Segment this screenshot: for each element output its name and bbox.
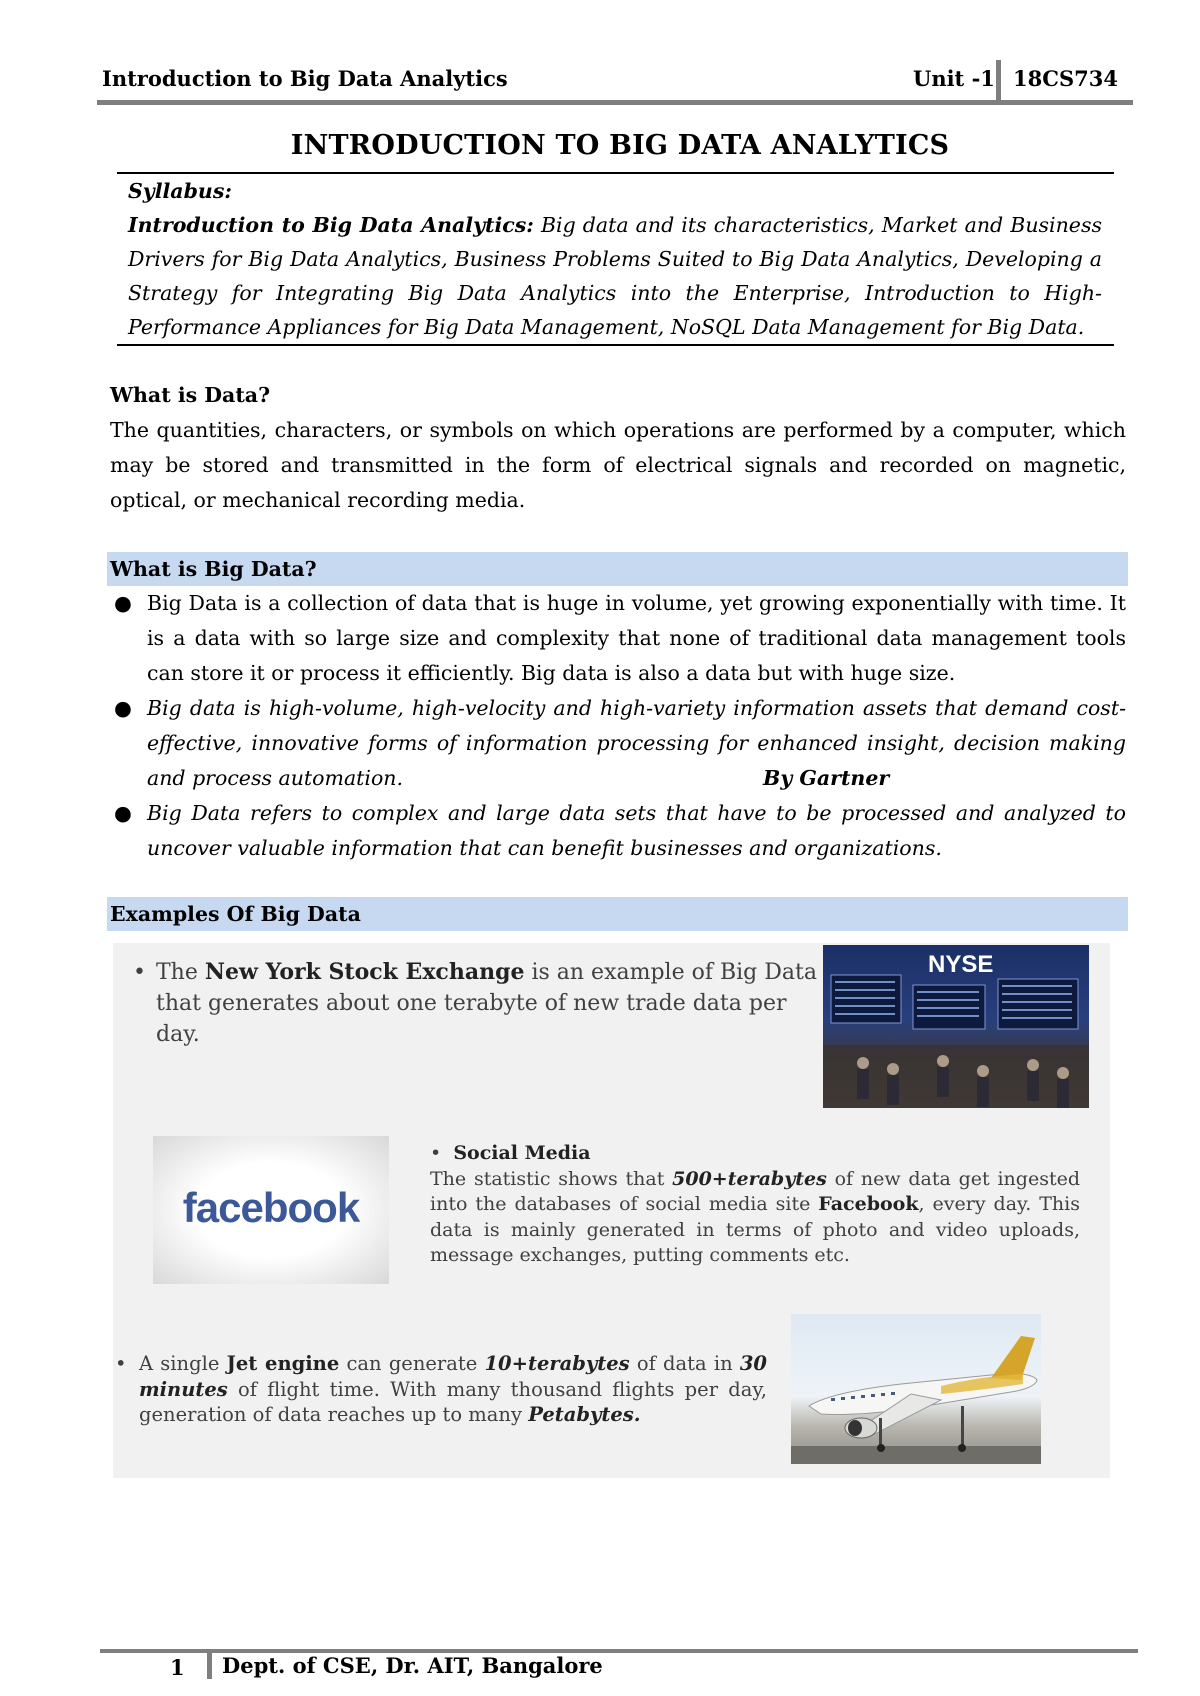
jet-text-3: of data in — [629, 1352, 740, 1375]
page-number: 1 — [170, 1655, 185, 1680]
jet-engine-example — [115, 1351, 767, 1428]
what-is-big-data-heading: What is Big Data? — [110, 557, 317, 581]
nyse-logo-text: NYSE — [928, 951, 994, 978]
list-item — [110, 586, 1126, 691]
header-rule — [97, 100, 1133, 105]
airplane-graphic — [791, 1314, 1041, 1464]
big-data-definitions — [110, 586, 1126, 866]
header-unit: Unit -1 — [913, 66, 995, 91]
jet-text-4: of flight time. With many thousand flights per day, generation of data reaches up to many — [139, 1377, 767, 1426]
list-item — [110, 691, 1126, 796]
jet-text-bold-4: Petabytes. — [528, 1403, 641, 1426]
nyse-text-bold: New York Stock Exchange — [204, 959, 525, 985]
bullet-text: Big data is high-volume, high-velocity and high-variety information assets that demand cost-effective, innovative forms of information processing for enhanced insight, decision making and process automation. — [147, 696, 1126, 790]
social-text-3: , every day. This data is mainly generated in terms of photo and video uploads, message exchanges, putting comments etc. — [430, 1193, 1080, 1266]
bullet-icon: • — [430, 1142, 442, 1164]
social-media-title: Social Media — [453, 1142, 591, 1164]
bullet-text: Big Data is a collection of data that is huge in volume, yet growing exponentially with time. It is a data with so large size and complexity that none of traditional data management tools can store it or process it efficiently. Big data is also a data but with huge size. — [147, 591, 1126, 685]
social-text-2: of new data get ingested into the databases of social media site — [430, 1167, 1080, 1215]
header-title: Introduction to Big Data Analytics — [102, 66, 508, 91]
syllabus-block — [128, 174, 1102, 344]
nyse-trading-floor-image — [823, 945, 1089, 1108]
social-media-title-row — [430, 1141, 1080, 1167]
what-is-big-data-heading-band — [107, 552, 1128, 586]
jet-text-1: A single — [139, 1352, 227, 1375]
bullet-text: Big Data refers to complex and large data sets that have to be processed and analyzed to uncover valuable information that can benefit businesses and organizations. — [147, 801, 1126, 860]
examples-heading-band — [107, 897, 1128, 931]
nyse-text — [133, 957, 823, 1050]
social-text-bold-2: Facebook — [818, 1193, 919, 1215]
facebook-logo-image — [153, 1136, 389, 1284]
syllabus-topic: Introduction to Big Data Analytics: — [128, 213, 534, 237]
jet-text-bold-2: 10+terabytes — [484, 1352, 630, 1375]
jet-text-bold-1: Jet engine — [226, 1352, 340, 1375]
social-text-1: The statistic shows that — [430, 1167, 673, 1190]
bullet-source: By Gartner — [763, 766, 890, 790]
facebook-logo-text: facebook — [182, 1184, 360, 1231]
bullet-icon: • — [115, 1352, 127, 1375]
jet-text-2: can generate — [339, 1352, 485, 1375]
syllabus-text — [128, 208, 1102, 344]
bullet-icon: ● — [114, 801, 132, 825]
what-is-data-heading: What is Data? — [110, 383, 271, 407]
document-title: INTRODUCTION TO BIG DATA ANALYTICS — [290, 130, 950, 161]
syllabus-bottom-rule — [117, 344, 1114, 346]
jet-airplane-image — [791, 1314, 1041, 1464]
list-item — [110, 796, 1126, 866]
social-media-text — [430, 1167, 1080, 1269]
header-divider — [996, 60, 1001, 102]
examples-heading: Examples Of Big Data — [110, 902, 361, 926]
what-is-data-section — [110, 378, 1126, 518]
bullet-icon: ● — [114, 591, 132, 615]
footer-department: Dept. of CSE, Dr. AIT, Bangalore — [222, 1653, 603, 1678]
jet-engine-text — [115, 1351, 767, 1428]
social-text-bold-1: 500+terabytes — [672, 1167, 827, 1190]
footer-divider — [207, 1651, 212, 1679]
social-media-example — [430, 1141, 1080, 1269]
nyse-example — [133, 957, 823, 1050]
examples-panel — [113, 943, 1110, 1478]
what-is-data-text: The quantities, characters, or symbols on which operations are performed by a computer, which may be stored and transmitted in the form of electrical signals and recorded on magnetic, optical, or mechanical recording media. — [110, 418, 1126, 512]
header-code: 18CS734 — [1013, 66, 1118, 91]
syllabus-body: Big data and its characteristics, Market and Business Drivers for Big Data Analytics, Business Problems Suited to Big Data Analytics, Developing a Strategy for Integrating Big Data Analytics into the Enterprise, Introduction to High-Performance Appliances for Big Data Management, NoSQL Data Management for Big Data. — [128, 213, 1102, 339]
syllabus-label: Syllabus: — [128, 179, 232, 203]
nyse-text-post: is an example of Big Data that generates about one terabyte of new trade data per day. — [156, 960, 817, 1047]
nyse-text-pre: The — [156, 960, 205, 985]
jet-text-bold-3: 30 minutes — [139, 1352, 767, 1401]
bullet-icon: ● — [114, 696, 132, 720]
bullet-icon: • — [133, 960, 146, 985]
